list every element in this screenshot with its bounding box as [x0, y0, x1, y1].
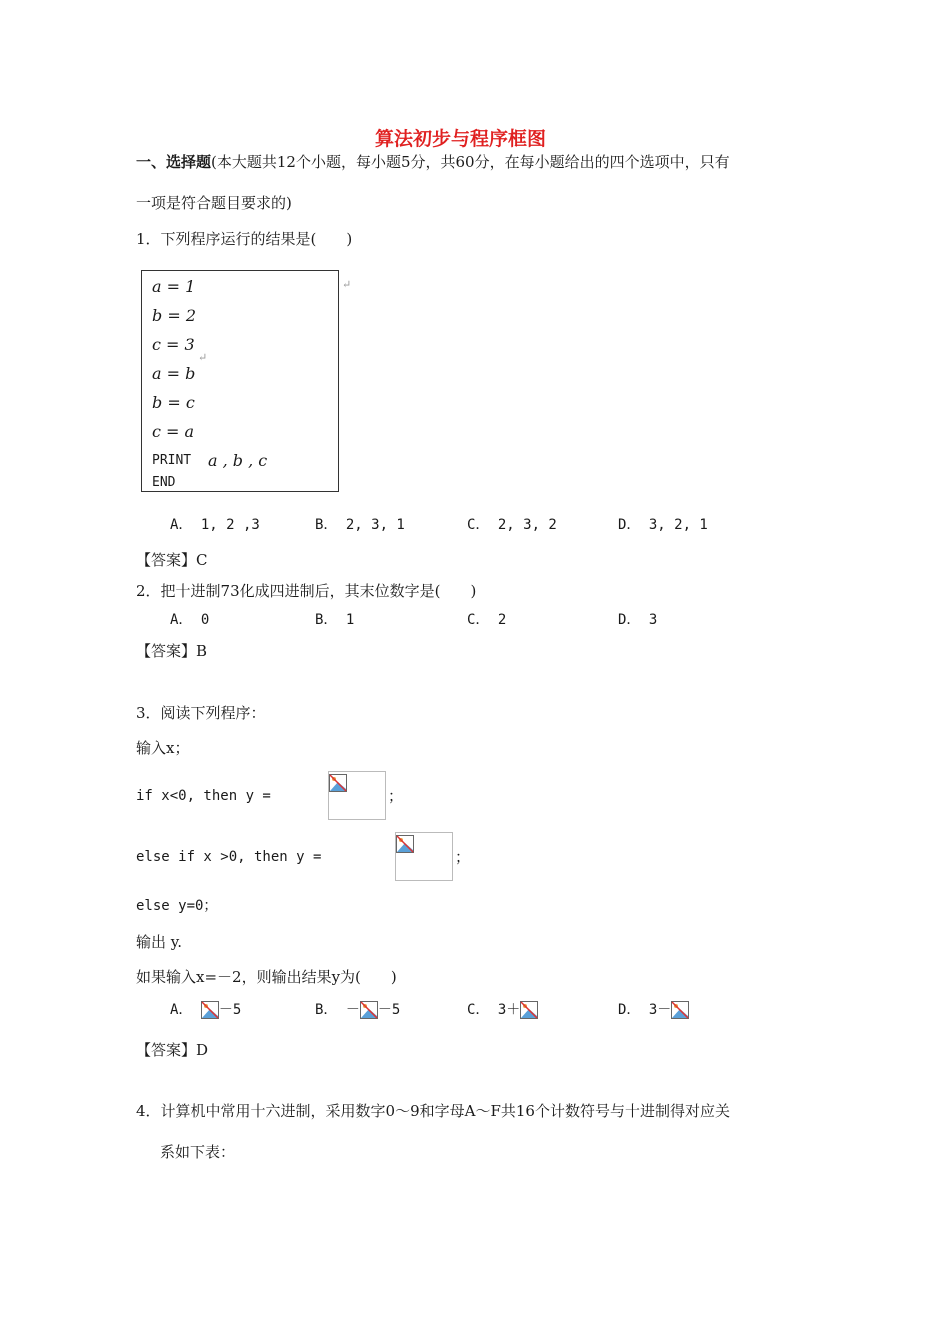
- broken-image-icon: [360, 1001, 378, 1019]
- q3-answer: [136, 1040, 208, 1060]
- q1-answer: [136, 550, 208, 570]
- q2-stem: 2．把十进制73化成四进制后，其末位数字是( ): [136, 582, 477, 600]
- q2-option-b: B． 1: [315, 612, 355, 628]
- section-desc-2: 一项是符合题目要求的): [136, 194, 292, 212]
- section-intro: [136, 152, 730, 172]
- q1-code-box: [141, 270, 339, 492]
- broken-image-icon: [520, 1001, 538, 1019]
- option-tail: －5: [377, 1002, 401, 1018]
- answer-value: C: [196, 551, 208, 569]
- option-label: C． 3＋: [467, 1002, 521, 1018]
- q3-option-d: [618, 1000, 689, 1020]
- q2-option-c: C． 2: [467, 612, 507, 628]
- page-title: 算法初步与程序框图: [375, 128, 547, 150]
- q2-answer: [136, 641, 207, 661]
- answer-label: 【答案】: [136, 642, 197, 660]
- q3-option-c: [467, 1000, 538, 1020]
- q3-question: 如果输入x=－2，则输出结果y为( ): [136, 968, 397, 986]
- q3-stem: 3．阅读下列程序：: [136, 704, 266, 722]
- q3-elseif-line: else if x >0, then y =: [136, 849, 322, 865]
- semicolon: ；: [455, 848, 471, 866]
- answer-label: 【答案】: [136, 1041, 197, 1059]
- q3-option-b: [315, 1000, 400, 1020]
- q1-option-c: C． 2, 3, 2: [467, 517, 557, 533]
- code-line-print: PRINT: [152, 453, 192, 468]
- q3-if-line: if x<0, then y =: [136, 788, 271, 804]
- q3-output-line: 输出 y.: [136, 933, 183, 951]
- option-label: A．: [170, 1002, 193, 1018]
- q2-option-d: D． 3: [618, 612, 658, 628]
- option-label: D． 3－: [618, 1002, 672, 1018]
- broken-image-icon: [396, 835, 414, 853]
- answer-label: 【答案】: [136, 551, 197, 569]
- code-line-end: END: [152, 475, 176, 490]
- code-line-1: a = 1: [152, 277, 196, 296]
- formula-image-2: [395, 832, 453, 881]
- semicolon: ；: [388, 787, 404, 805]
- q3-input-line: 输入x；: [136, 739, 190, 757]
- code-line-4: a = b: [152, 364, 196, 383]
- q1-stem: 1．下列程序运行的结果是( ): [136, 230, 353, 248]
- return-mark-icon: ↵: [342, 278, 352, 291]
- formula-image-1: [328, 771, 386, 820]
- q1-option-b: B． 2, 3, 1: [315, 517, 405, 533]
- q1-option-d: D． 3, 2, 1: [618, 517, 708, 533]
- code-line-6: c = a: [152, 422, 195, 441]
- q1-option-a: A． 1, 2 ,3: [170, 517, 260, 533]
- option-label: B． －: [315, 1002, 360, 1018]
- q2-option-a: A． 0: [170, 612, 210, 628]
- broken-image-icon: [201, 1001, 219, 1019]
- section-heading: 一、选择题: [136, 153, 212, 171]
- option-tail: －5: [218, 1002, 242, 1018]
- answer-value: D: [196, 1041, 209, 1059]
- answer-value: B: [196, 642, 208, 660]
- return-mark-icon: ↵: [198, 351, 208, 364]
- section-desc-1: (本大题共12个小题，每小题5分，共60分，在每小题给出的四个选项中，只有: [211, 153, 730, 171]
- q3-option-a: [170, 1000, 241, 1020]
- q3-else-line: else y=0；: [136, 898, 218, 914]
- q4-stem-2: 系如下表：: [160, 1143, 236, 1161]
- broken-image-icon: [671, 1001, 689, 1019]
- broken-image-icon: [329, 774, 347, 792]
- code-line-5: b = c: [152, 393, 195, 412]
- code-line-2: b = 2: [152, 306, 196, 325]
- code-line-print-args: a , b , c: [208, 451, 268, 470]
- code-line-3: c = 3: [152, 335, 195, 354]
- q4-stem-1: 4．计算机中常用十六进制，采用数字0～9和字母A～F共16个计数符号与十进制得对应关: [136, 1102, 730, 1120]
